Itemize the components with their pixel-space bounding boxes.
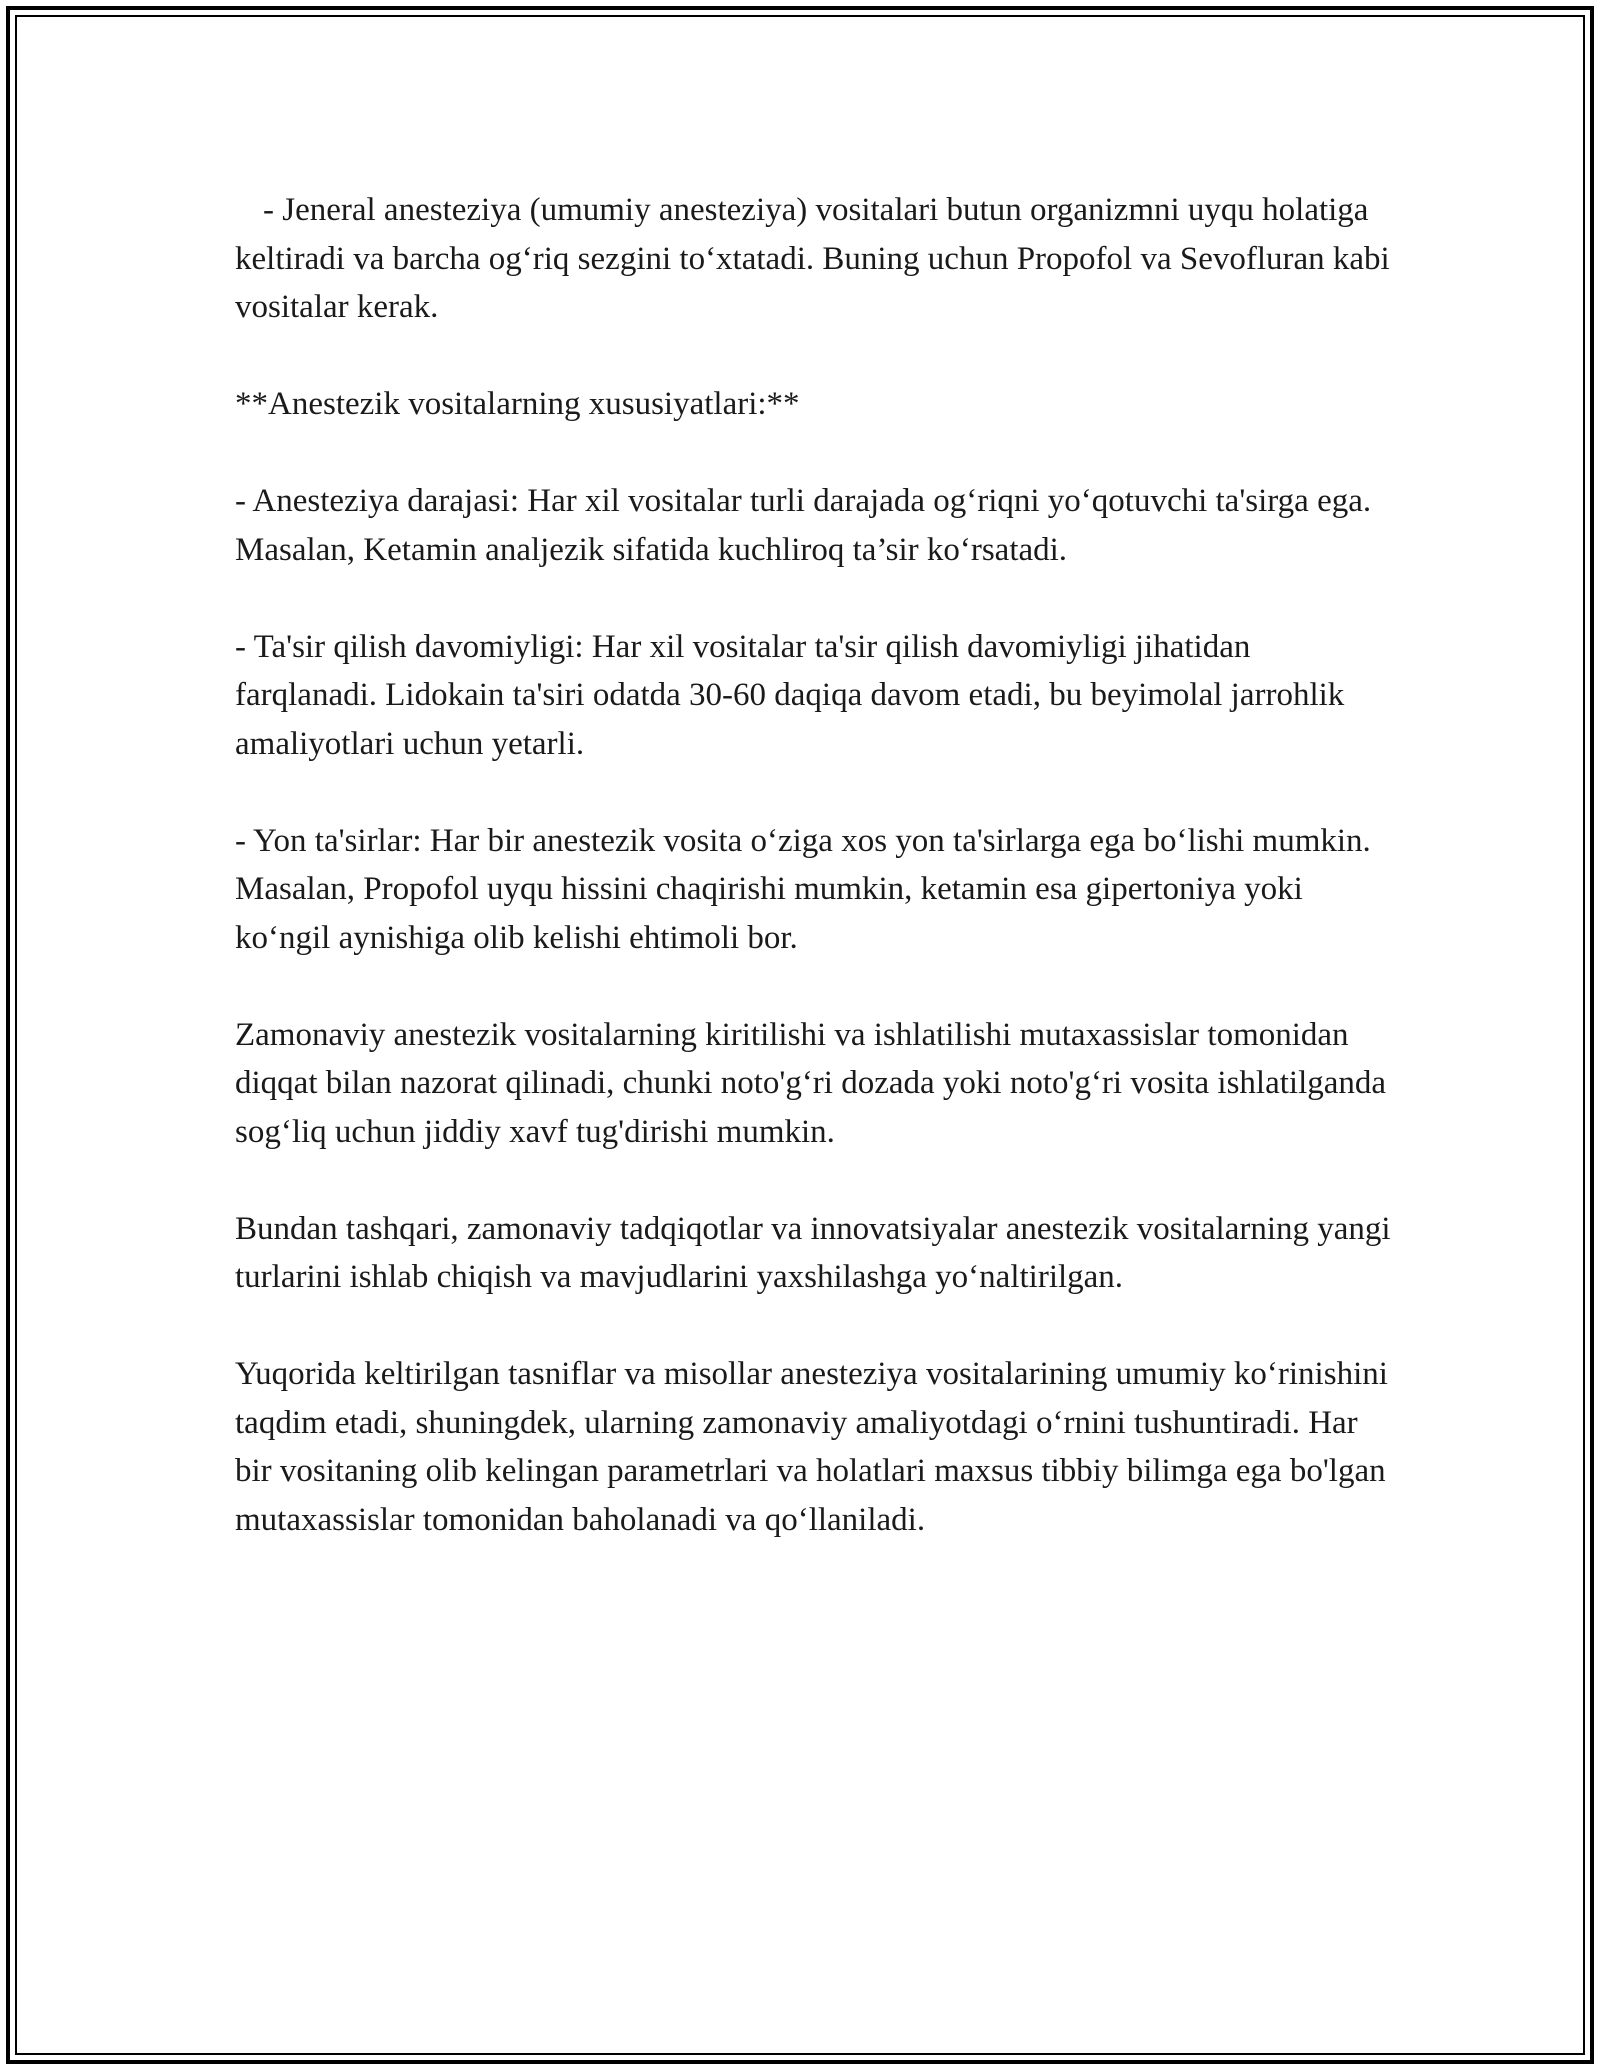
paragraph-duration: - Ta'sir qilish davomiyligi: Har xil vositalar ta'sir qilish davomiyligi jihatidan farqlanadi. Lidokain ta'siri odatda 30-60 daqiqa davom etadi, bu beyimolal jarrohlik amaliyotlari uchun yetarli. bbox=[235, 628, 1345, 762]
document-body bbox=[235, 186, 1395, 1593]
paragraph-anesthesia-level: - Anesteziya darajasi: Har xil vositalar turli darajada og‘riqni yo‘qotuvchi ta'sirga ega. Masalan, Ketamin analjezik sifatida kuchliroq ta’sir ko‘rsatadi. bbox=[235, 483, 1372, 568]
paragraph-general-anesthesia: - Jeneral anesteziya (umumiy anesteziya) vositalari butun organizmni uyqu holatiga keltiradi va barcha og‘riq sezgini to‘xtatadi. Buning uchun Propofol va Sevofluran kabi vositalar kerak. bbox=[235, 192, 1390, 325]
section-heading-properties: **Anestezik vositalarning xususiyatlari:** bbox=[235, 386, 800, 422]
paragraph-modern-control: Zamonaviy anestezik vositalarning kiritilishi va ishlatilishi mutaxassislar tomonidan diqqat bilan nazorat qilinadi, chunki noto'g‘ri dozada yoki noto'g‘ri vosita ishlatilganda sog‘liq uchun jiddiy xavf tug'dirishi mumkin. bbox=[235, 1016, 1387, 1150]
paragraph-side-effects: - Yon ta'sirlar: Har bir anestezik vosita o‘ziga xos yon ta'sirlarga ega bo‘lishi mumkin. Masalan, Propofol uyqu hissini chaqirishi mumkin, ketamin esa gipertoniya yoki ko‘ngil aynishiga olib kelishi ehtimoli bor. bbox=[235, 822, 1371, 956]
paragraph-conclusion: Yuqorida keltirilgan tasniflar va misollar anesteziya vositalarining umumiy ko‘rinishini taqdim etadi, shuningdek, ularning zamonaviy amaliyotdagi o‘rnini tushuntiradi. Har bir vositaning olib kelingan parametrlari va holatlari maxsus tibbiy bilimga ega bo'lgan mutaxassislar tomonidan baholanadi va qo‘llaniladi. bbox=[235, 1356, 1388, 1538]
paragraph-research: Bundan tashqari, zamonaviy tadqiqotlar va innovatsiyalar anestezik vositalarning yangi turlarini ishlab chiqish va mavjudlarini yaxshilashga yo‘naltirilgan. bbox=[235, 1210, 1391, 1295]
